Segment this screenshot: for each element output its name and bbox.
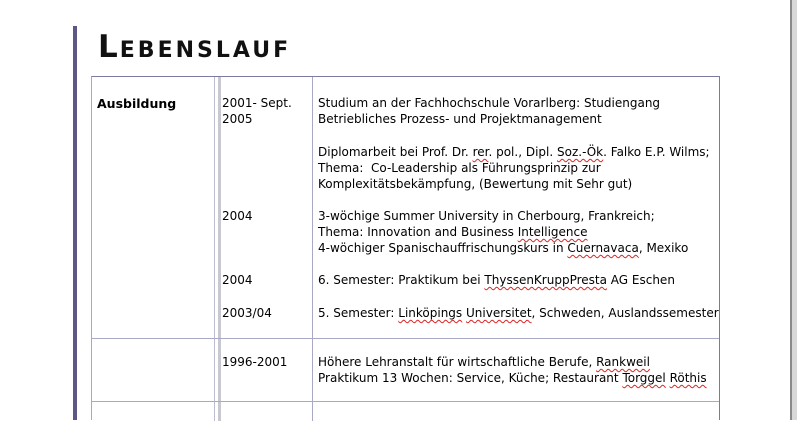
entry-line-internship: 6. Semester: Praktikum bei ThyssenKruppPresta AG Eschen [318, 273, 675, 287]
entry-line-school: Höhere Lehranstalt für wirtschaftliche Berufe, Rankweil [318, 355, 650, 369]
entry-line: Thema: Co-Leadership als Führungsprinzip zur [318, 161, 601, 175]
entry-date: 2003/04 [222, 306, 272, 320]
entry-line-business: Thema: Innovation and Business Intelligence [318, 225, 588, 239]
title-initial: L [98, 29, 120, 65]
title-rest: EBENSLAUF [119, 38, 292, 63]
row-divider [92, 401, 719, 402]
entry-line: 3-wöchige Summer University in Cherbourg, Frankreich; [318, 209, 655, 223]
entry-line-exchange: 5. Semester: Linköpings Universitet, Schweden, Auslandssemester [318, 306, 719, 320]
entry-line: Studium an der Fachhochschule Vorarlberg: Studiengang [318, 96, 661, 110]
entry-date: 2004 [222, 209, 253, 223]
page-shadow [792, 0, 797, 420]
cv-table [91, 76, 720, 420]
entry-line-spanish: 4-wöchiger Spanischauffrischungskurs in Cuernavaca, Mexiko [318, 241, 689, 255]
row-divider [92, 338, 719, 339]
margin-accent-bar [73, 26, 77, 420]
entry-date: 2004 [222, 273, 253, 287]
entry-line-thesis: Diplomarbeit bei Prof. Dr. rer. pol., Dipl. Soz.-Ök. Falko E.P. Wilms; [318, 145, 710, 159]
page-title [98, 29, 292, 65]
entry-line-practice: Praktikum 13 Wochen: Service, Küche; Restaurant Torggel Röthis [318, 371, 707, 385]
entry-date: 2001- Sept. 2005 [222, 96, 292, 126]
entry-date: 1996-2001 [222, 355, 288, 369]
entry-line: Betriebliches Prozess- und Projektmanagement [318, 112, 602, 126]
section-label-ausbildung: Ausbildung [97, 96, 177, 111]
entry-line: Komplexitätsbekämpfung, (Bewertung mit Sehr gut) [318, 177, 633, 191]
